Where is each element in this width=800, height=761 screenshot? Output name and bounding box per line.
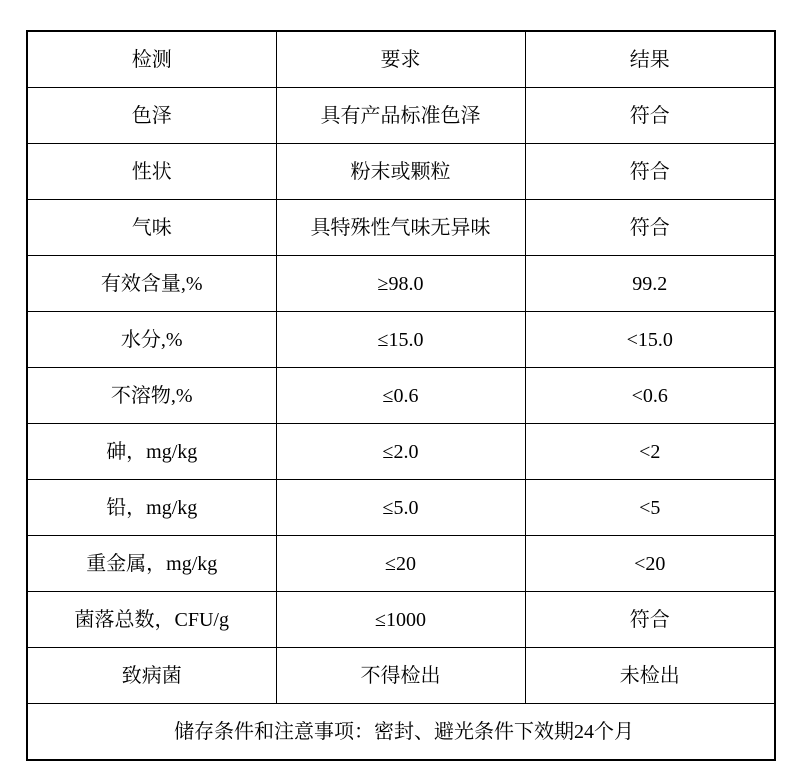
spec-table-container	[26, 30, 774, 761]
cell-result: <15.0	[525, 312, 775, 368]
cell-requirement: 具特殊性气味无异味	[276, 200, 525, 256]
cell-result: <20	[525, 536, 775, 592]
table-row	[27, 256, 775, 312]
cell-item: 致病菌	[27, 648, 276, 704]
cell-result: 符合	[525, 592, 775, 648]
column-header-item	[27, 31, 276, 88]
table-row	[27, 368, 775, 424]
cell-result: <5	[525, 480, 775, 536]
column-header-requirement-label: 要求	[380, 48, 421, 71]
cell-item: 有效含量,%	[27, 256, 276, 312]
table-row	[27, 648, 775, 704]
cell-item: 水分,%	[27, 312, 276, 368]
cell-requirement: ≤2.0	[276, 424, 525, 480]
cell-result: 99.2	[525, 256, 775, 312]
cell-item: 色泽	[27, 88, 276, 144]
cell-result: <2	[525, 424, 775, 480]
cell-requirement: ≤20	[276, 536, 525, 592]
cell-item: 重金属，mg/kg	[27, 536, 276, 592]
cell-requirement: 粉末或颗粒	[276, 144, 525, 200]
column-header-result	[525, 31, 775, 88]
cell-item: 砷，mg/kg	[27, 424, 276, 480]
cell-requirement: ≤15.0	[276, 312, 525, 368]
storage-note-cell	[27, 704, 775, 761]
storage-note-text: 储存条件和注意事项：密封、避光条件下效期24个月	[174, 720, 634, 743]
cell-result: 符合	[525, 88, 775, 144]
storage-note-row	[27, 704, 775, 761]
table-row	[27, 200, 775, 256]
cell-requirement: ≥98.0	[276, 256, 525, 312]
cell-result: 未检出	[525, 648, 775, 704]
cell-requirement: ≤1000	[276, 592, 525, 648]
table-row	[27, 88, 775, 144]
cell-item: 菌落总数，CFU/g	[27, 592, 276, 648]
column-header-result-label: 结果	[629, 48, 670, 71]
cell-item: 性状	[27, 144, 276, 200]
inspection-spec-table	[26, 30, 776, 761]
cell-item: 气味	[27, 200, 276, 256]
table-row	[27, 144, 775, 200]
cell-item: 铅，mg/kg	[27, 480, 276, 536]
cell-requirement: 具有产品标准色泽	[276, 88, 525, 144]
cell-requirement: ≤5.0	[276, 480, 525, 536]
cell-result: 符合	[525, 144, 775, 200]
column-header-requirement	[276, 31, 525, 88]
cell-requirement: ≤0.6	[276, 368, 525, 424]
cell-result: <0.6	[525, 368, 775, 424]
cell-requirement: 不得检出	[276, 648, 525, 704]
table-row	[27, 424, 775, 480]
table-row	[27, 536, 775, 592]
table-row	[27, 480, 775, 536]
table-row	[27, 592, 775, 648]
column-header-item-label: 检测	[131, 48, 172, 71]
table-header-row	[27, 31, 775, 88]
cell-item: 不溶物,%	[27, 368, 276, 424]
table-row	[27, 312, 775, 368]
cell-result: 符合	[525, 200, 775, 256]
